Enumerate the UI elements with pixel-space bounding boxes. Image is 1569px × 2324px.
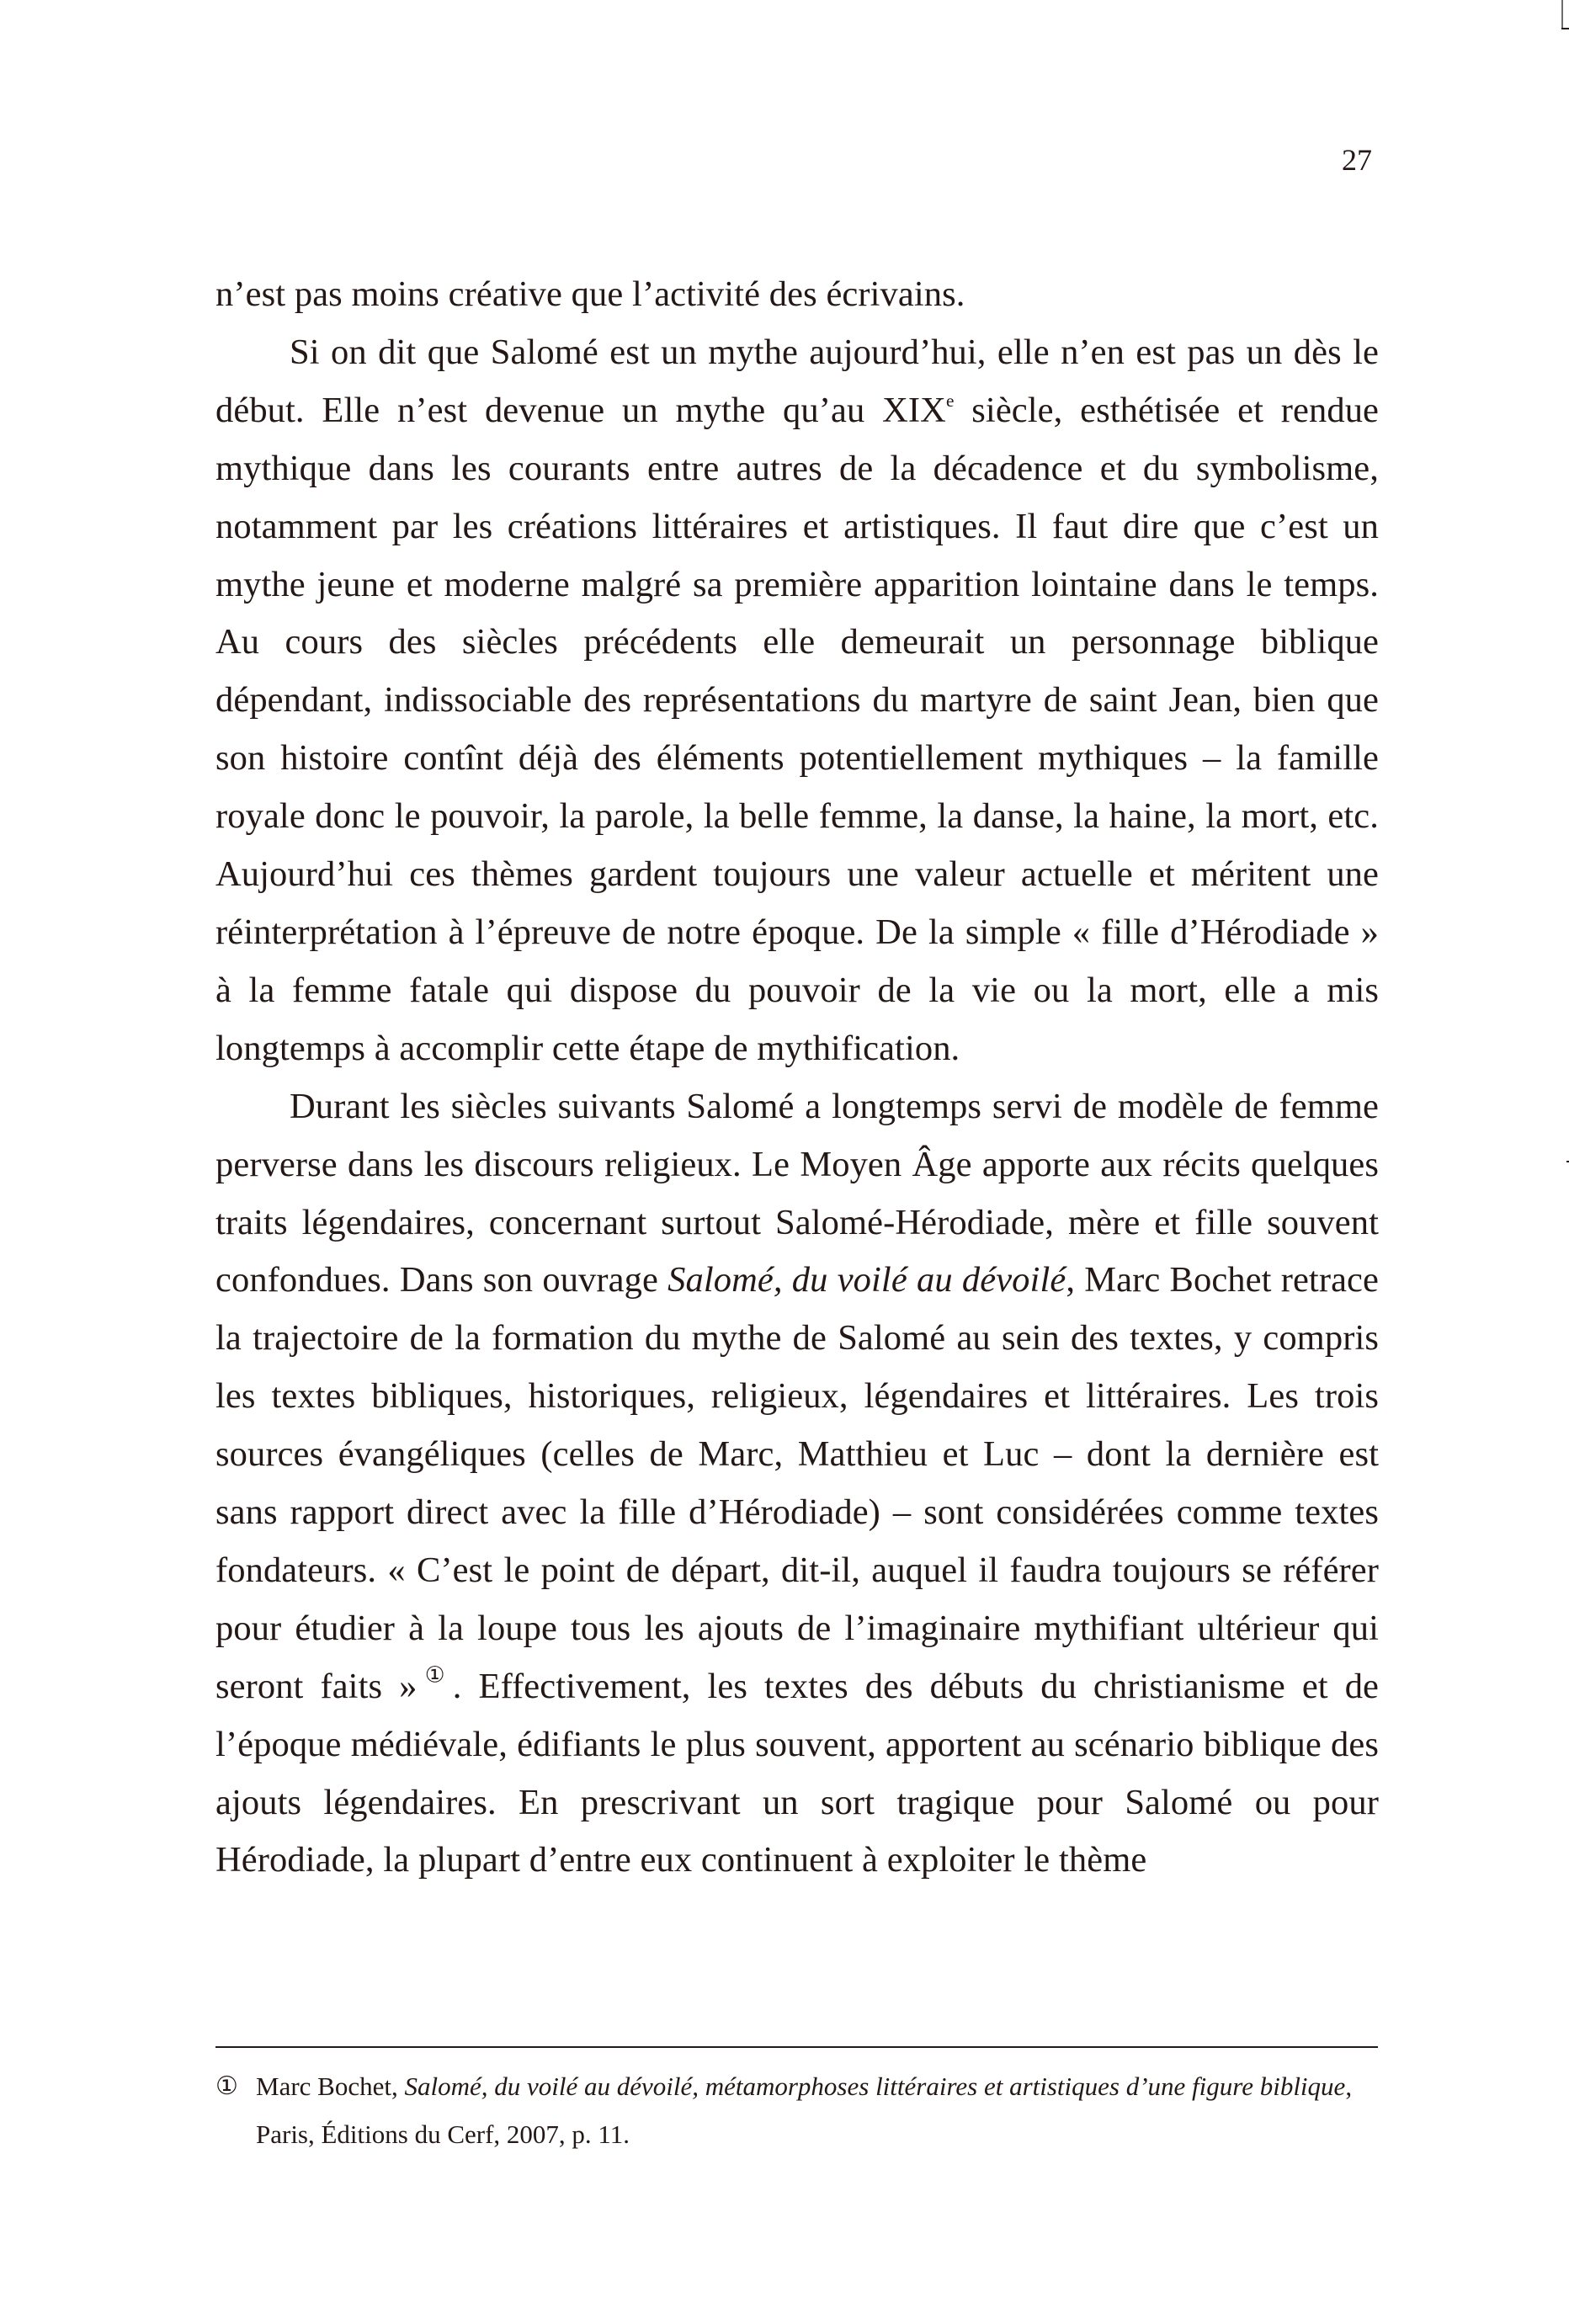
superscript: e	[945, 390, 955, 411]
footnote-separator-rule	[215, 2046, 1378, 2048]
footnote-reference: ①	[417, 1662, 453, 1688]
paragraph	[215, 1078, 1379, 1891]
text-run: , Paris, Éditions du Cerf, 2007, p. 11.	[256, 2071, 1353, 2149]
footnote-text	[256, 2071, 1352, 2149]
text-run: . Effectivement, les textes des débuts du christianisme et de l’époque médiévale, édifiants le plus souvent, apportent au scénario biblique des ajouts légendaires. En prescrivant un sort tragique pour Salomé ou pour Hérodiade, la plupart d’entre eux continuent à exploiter le thème	[215, 1666, 1380, 1880]
text-run: Durant les siècles suivants Salomé a longtemps servi de modèle de femme perverse dans les discours religieux. Le Moyen Âge apporte aux récits quelques traits légendaires, concernant surtout Salomé-Hérodiade, mère et fille souvent confondues. Dans son ouvrage	[215, 1086, 1379, 1300]
page-number: 27	[1342, 143, 1372, 177]
footnotes	[215, 2062, 1379, 2158]
text-run: Marc Bochet,	[256, 2071, 405, 2101]
text-run: n’est pas moins créative que l’activité des écrivains.	[215, 274, 965, 314]
italic-title: Salomé, du voilé au dévoilé	[667, 1260, 1066, 1300]
body-text	[215, 266, 1379, 1890]
text-run: , Marc Bochet retrace la trajectoire de la formation du mythe de Salomé au sein des textes, y compris les textes bibliques, historiques, religieux, légendaires et littéraires. Les trois sources évangéliques (celles de Marc, Matthieu et Luc – dont la dernière est sans rapport direct avec la fille d’Hérodiade) – sont considérées comme textes fondateurs. « C’est le point de départ, dit-il, auquel il faudra toujours se référer pour étudier à la loupe tous les ajouts de l’imaginaire mythifiant ultérieur qui seront faits »	[215, 1260, 1379, 1706]
paragraph	[215, 266, 1379, 324]
text-run: siècle, esthétisée et rendue mythique dans les courants entre autres de la décadence et du symbolisme, notamment par les créations littéraires et artistiques. Il faut dire que c’est un mythe jeune et moderne malgré sa première apparition lointaine dans le temps. Au cours des siècles précédents elle demeurait un personnage biblique dépendant, indissociable des représentations du martyre de saint Jean, bien que son histoire contînt déjà des éléments potentiellement mythiques – la famille royale donc le pouvoir, la parole, la belle femme, la danse, la haine, la mort, etc. Aujourd’hui ces thèmes gardent toujours une valeur actuelle et méritent une réinterprétation à l’épreuve de notre époque. De la simple « fille d’Hérodiade » à la femme fatale qui dispose du pouvoir de la vie ou la mort, elle a mis longtemps à accomplir cette étape de mythification.	[215, 390, 1380, 1068]
crop-mark-horizontal	[1561, 28, 1569, 29]
text-run: Si on dit que Salomé est un mythe aujourd’hui, elle n’en est pas un dès le début. Elle n’est devenue un mythe qu’au XIX	[215, 332, 1379, 430]
crop-mark-vertical	[1561, 0, 1563, 29]
italic-title: Salomé, du voilé au dévoilé, métamorphoses littéraires et artistiques d’une figure biblique	[404, 2071, 1346, 2101]
paragraph	[215, 324, 1379, 1078]
footnote	[215, 2062, 1379, 2158]
footnote-marker: ①	[215, 2071, 238, 2101]
